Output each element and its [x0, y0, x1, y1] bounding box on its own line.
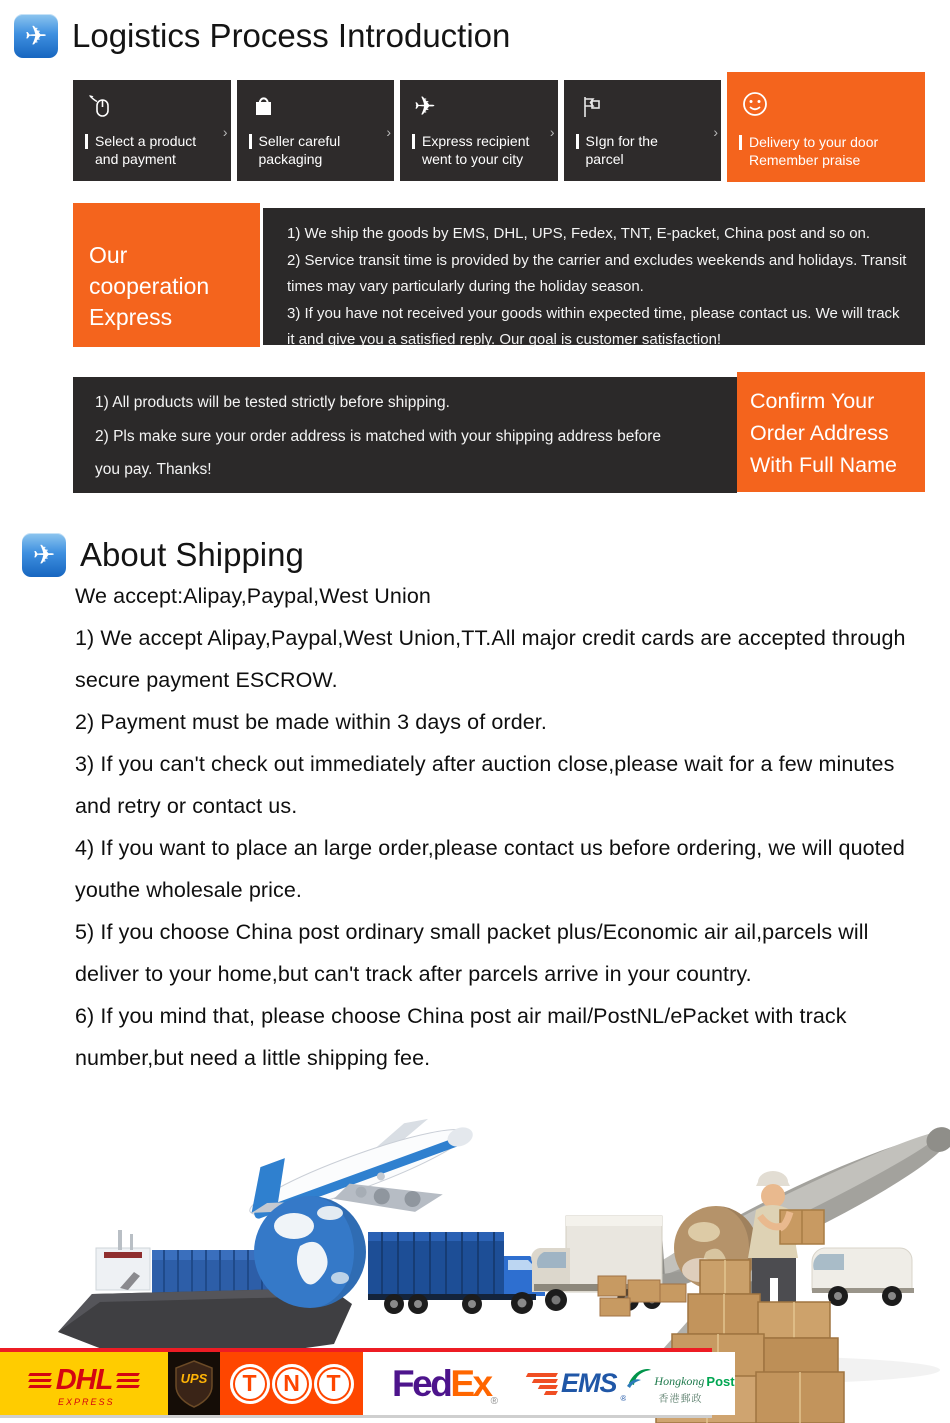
tnt-logo	[220, 1352, 363, 1415]
step-text: SIgn for the parcel	[585, 133, 658, 167]
fedex-fed-text: Fed	[392, 1362, 451, 1404]
shipping-paragraph: 4) If you want to place an large order,please contact us before ordering, we will quoted youthe wholesale price.	[75, 836, 905, 902]
confirm-address-callout: Confirm Your Order Address With Full Name	[737, 372, 925, 492]
tnt-circle-t1: T	[230, 1364, 270, 1404]
ems-stripes-icon	[527, 1373, 557, 1395]
ups-logo	[168, 1352, 220, 1415]
step-text: Delivery to your door Remember praise	[749, 134, 879, 168]
white-van	[812, 1248, 914, 1306]
logistics-section-header	[14, 14, 510, 58]
chevron-right-icon: ›	[386, 124, 391, 140]
mouse-icon	[87, 93, 114, 125]
cooperation-notes-panel	[263, 208, 925, 348]
fedex-registered-mark: ®	[490, 1396, 498, 1407]
ems-registered-mark: ®	[620, 1394, 627, 1403]
ups-shield-icon	[174, 1359, 214, 1409]
step-label	[249, 132, 341, 168]
fedex-logo	[363, 1352, 527, 1415]
address-notes-panel	[73, 377, 737, 493]
shipping-paragraph: We accept:Alipay,Paypal,West Union	[75, 584, 431, 608]
dhl-stripes-right	[117, 1373, 139, 1388]
label-bar	[412, 134, 415, 149]
step-label	[576, 132, 658, 168]
shipping-paragraph: 6) If you mind that, please choose China post air mail/PostNL/ePacket with track number,but need a little shipping fee.	[75, 1004, 847, 1070]
step-text: Express recipient went to your city	[422, 133, 530, 167]
tnt-circle-n: N	[272, 1364, 312, 1404]
carrier-logo-bar	[0, 1348, 735, 1418]
shipping-paragraph: 2) Payment must be made within 3 days of order.	[75, 710, 547, 734]
dhl-wordmark: DHL	[55, 1364, 113, 1396]
chevron-right-icon: ›	[713, 124, 718, 140]
package-icon	[251, 93, 276, 124]
step-delivery-praise	[727, 72, 925, 182]
step-label	[412, 132, 529, 168]
cooperation-express-callout: Our cooperation Express	[73, 203, 260, 347]
svg-text:UPS: UPS	[180, 1370, 208, 1386]
hongkong-post-text: Post	[706, 1373, 735, 1389]
cooperation-note: 3) If you have not received your goods within expected time, please contact us. We will track it and give you a satisfied reply. Our goal is customer satisfaction!	[287, 304, 900, 348]
step-label	[85, 132, 196, 168]
plane-icon: ✈	[414, 91, 436, 121]
shipping-paragraph: 1) We accept Alipay,Paypal,West Union,TT.All major credit cards are accepted through secure payment ESCROW.	[75, 626, 906, 692]
hongkong-post-bird-icon	[626, 1367, 652, 1389]
about-shipping-text	[75, 575, 923, 1079]
address-note: 1) All products will be tested strictly before shipping.	[95, 394, 450, 411]
shipping-paragraph: 3) If you can't check out immediately after auction close,please wait for a few minutes and retry or contact us.	[75, 752, 895, 818]
airplane-icon: ✈	[14, 14, 58, 58]
step-select-product	[73, 80, 231, 181]
tnt-circle-t2: T	[314, 1364, 354, 1404]
shipping-paragraph: 5) If you choose China post ordinary small packet plus/Economic air ail,parcels will deliver to your home,but can't track after parcels arrive in your country.	[75, 920, 869, 986]
hongkong-script-text: Hongkong	[654, 1373, 705, 1388]
dhl-logo	[0, 1352, 168, 1415]
chevron-right-icon: ›	[549, 124, 555, 140]
page-title: Logistics Process Introduction	[72, 17, 511, 54]
address-note: 2) Pls make sure your order address is matched with your shipping address before you pay. Thanks!	[95, 427, 662, 478]
airplane-icon: ✈	[22, 533, 66, 577]
cooperation-note: 2) Service transit time is provided by the carrier and excludes weekends and holidays. Transit times may vary particularly during the holiday season.	[287, 251, 907, 295]
cooperation-note: 1) We ship the goods by EMS, DHL, UPS, Fedex, TNT, E-packet, China post and so on.	[287, 225, 871, 242]
label-bar	[576, 134, 579, 149]
dhl-stripes-left	[29, 1373, 51, 1388]
step-seller-packaging	[237, 80, 395, 181]
ems-logo	[527, 1352, 626, 1415]
hongkong-post-chinese: 香港郵政	[658, 1393, 703, 1405]
chevron-right-icon: ›	[222, 124, 228, 140]
step-text: Seller careful packaging	[258, 133, 341, 167]
smiley-icon	[741, 90, 769, 123]
step-text: Select a product and payment	[95, 133, 197, 167]
flag-icon	[578, 93, 605, 125]
globe-blue	[254, 1196, 366, 1308]
fedex-ex-text: Ex	[450, 1362, 491, 1404]
hongkong-post-logo	[626, 1352, 734, 1415]
step-express-recipient	[400, 80, 558, 181]
dhl-express-label: EXPRESS	[58, 1397, 115, 1407]
about-shipping-header	[22, 533, 304, 577]
logistics-steps-strip	[73, 80, 925, 181]
label-bar	[249, 134, 252, 149]
label-bar	[739, 135, 742, 150]
step-sign-parcel	[564, 80, 722, 181]
label-bar	[85, 134, 88, 149]
section-title: About Shipping	[80, 536, 304, 573]
ems-wordmark: EMS	[561, 1368, 617, 1398]
step-label	[739, 133, 878, 169]
blue-truck	[368, 1232, 545, 1314]
